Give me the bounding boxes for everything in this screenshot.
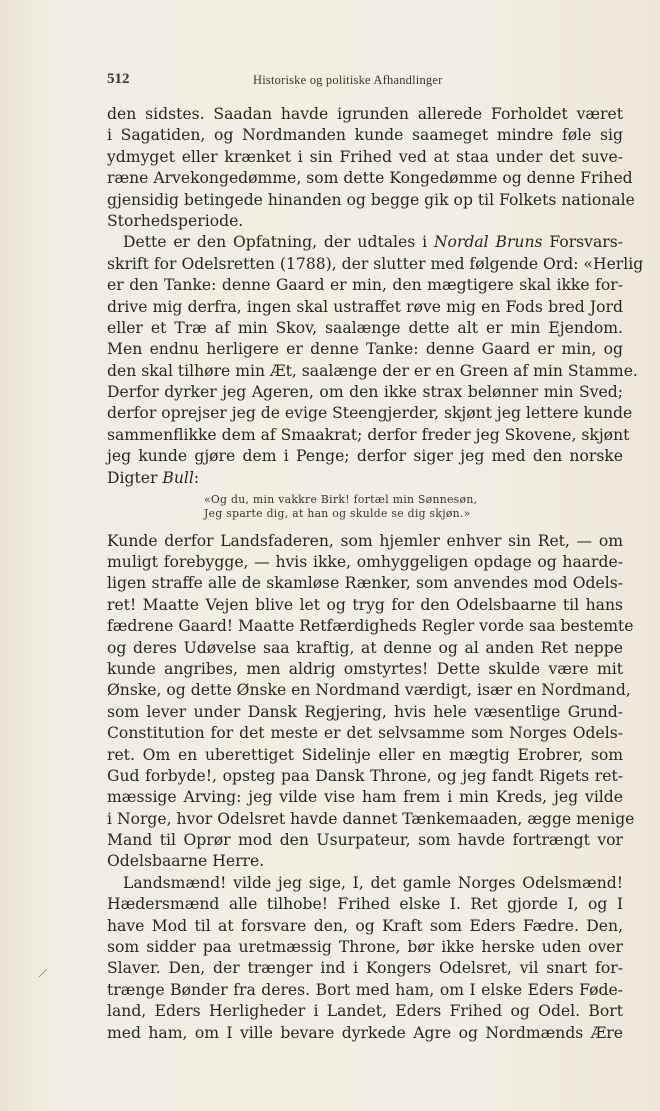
- text-line: Constitution for det meste er det selvsamme som Norges Odels-: [107, 724, 623, 743]
- text-line: Derfor dyrker jeg Ageren, om den ikke strax belønner min Sved;: [107, 383, 623, 402]
- text-line: Hædersmænd alle tilhobe! Frihed elske I. Ret gjorde I, og I: [107, 895, 623, 914]
- body-text: [107, 104, 644, 1044]
- text-line: som sidder paa uretmæssig Throne, bør ikke herske uden over: [107, 938, 623, 957]
- page-number: 512: [107, 71, 130, 87]
- text-line: eller et Træ af min Skov, saalænge dette alt er min Ejendom.: [107, 318, 623, 337]
- text-line: som lever under Dansk Regjering, hvis hele væsentlige Grund-: [107, 702, 623, 721]
- text-segment: :: [193, 468, 200, 487]
- text-line: sammenflikke dem af Smaakrat; derfor freder jeg Skovene, skjønt: [107, 425, 630, 444]
- text-line: fædrene Gaard! Maatte Retfærdigheds Regler vorde saa bestemte: [107, 617, 634, 636]
- text-line: derfor oprejser jeg de evige Steengjerder, skjønt jeg lettere kunde: [107, 404, 633, 423]
- text-line: ret. Om en uberettiget Sidelinje eller en mægtig Erobrer, som: [107, 745, 623, 764]
- text-line: er den Tanke: denne Gaard er min, den mægtigere skal ikke for-: [107, 276, 623, 295]
- text-line: drive mig derfra, ingen skal ustraffet røve mig en Fods bred Jord: [107, 297, 623, 316]
- text-line: den skal tilhøre min Æt, saalænge der er en Green af min Stamme.: [107, 361, 638, 380]
- text-line: ret! Maatte Vejen blive let og tryg for den Odelsbaarne til hans: [107, 595, 623, 614]
- text-line: i Sagatiden, og Nordmanden kunde saameget mindre føle sig: [107, 126, 623, 145]
- quote-line: Jeg sparte dig, at han og skulde se dig skjøn.»: [204, 506, 471, 520]
- text-line: ligen straffe alle de skamløse Rænker, som anvendes mod Odels-: [107, 574, 623, 593]
- verse-quote: [107, 493, 623, 521]
- text-segment: Digter: [107, 468, 163, 487]
- text-line: have Mod til at forsvare den, og Kraft som Eders Fædre. Den,: [107, 916, 623, 935]
- text-line: trænge Bønder fra deres. Bort med ham, om I elske Eders Føde-: [107, 980, 623, 999]
- running-title: Historiske og politiske Afhandlinger: [253, 73, 443, 87]
- text-line: jeg kunde gjøre dem i Penge; derfor siger jeg med den norske: [107, 447, 623, 466]
- text-line: Men endnu herligere er denne Tanke: denne Gaard er min, og: [107, 340, 623, 359]
- text-line: i Norge, hvor Odelsret havde dannet Tænkemaaden, ægge menige: [107, 809, 635, 828]
- author-name-nordal-bruns: Nordal Bruns: [433, 233, 543, 252]
- text-line: Odelsbaarne Herre.: [107, 852, 265, 871]
- text-line: muligt forebygge, — hvis ikke, omhyggeligen opdage og haarde-: [107, 553, 623, 572]
- text-line: med ham, om I ville bevare dyrkede Agre og Nordmænds Ære: [107, 1023, 623, 1042]
- text-line: land, Eders Herligheder i Landet, Eders Frihed og Odel. Bort: [107, 1002, 623, 1021]
- text-line: kunde angribes, men aldrig omstyrtes! Dette skulde være mit: [107, 659, 623, 678]
- text-line: [107, 232, 623, 253]
- text-line: og deres Udøvelse saa kraftig, at denne og al anden Ret neppe: [107, 638, 623, 657]
- text-line: Gud forbyde!, opsteg paa Dansk Throne, og jeg fandt Rigets ret-: [107, 766, 623, 785]
- text-line: mæssige Arving: jeg vilde vise ham frem i min Kreds, jeg vilde: [107, 788, 623, 807]
- text-line: Mand til Oprør mod den Usurpateur, som havde fortrængt vor: [107, 831, 623, 850]
- page-header: [107, 71, 623, 91]
- text-line: [107, 468, 623, 489]
- paragraph-1: [107, 104, 635, 232]
- text-line: Kunde derfor Landsfaderen, som hjemler enhver sin Ret, — om: [107, 531, 623, 550]
- quote-line: «Og du, min vakkre Birk! fortæl min Sønnesøn,: [204, 493, 478, 507]
- text-line: Slaver. Den, der trænger ind i Kongers Odelsret, vil snart for-: [107, 959, 623, 978]
- text-line: den sidstes. Saadan havde igrunden allerede Forholdet været: [107, 105, 623, 123]
- text-segment: Forsvars-: [542, 233, 624, 252]
- paragraph-4: [107, 873, 623, 1044]
- paragraph-2: [107, 232, 644, 489]
- text-line: Storhedsperiode.: [107, 211, 244, 230]
- author-name-bull: Bull: [162, 468, 194, 487]
- text-line: ydmyget eller krænket i sin Frihed ved at staa under det suve-: [107, 147, 623, 166]
- text-line: Landsmænd! vilde jeg sige, I, det gamle Norges Odelsmænd!: [123, 873, 623, 892]
- text-line: gjensidig betingede hinanden og begge gik op til Folkets nationale: [107, 190, 635, 209]
- text-line: skrift for Odelsretten (1788), der slutter med følgende Ord: «Herlig: [107, 254, 644, 273]
- paragraph-3: [107, 531, 635, 873]
- text-segment: Dette er den Opfatning, der udtales i: [123, 233, 434, 252]
- text-line: Ønske, og dette Ønske en Nordmand værdigt, især en Nordmand,: [107, 681, 631, 700]
- pencil-mark-icon: [38, 968, 48, 978]
- text-line: ræne Arvekongedømme, som dette Kongedømme og denne Frihed: [107, 169, 633, 188]
